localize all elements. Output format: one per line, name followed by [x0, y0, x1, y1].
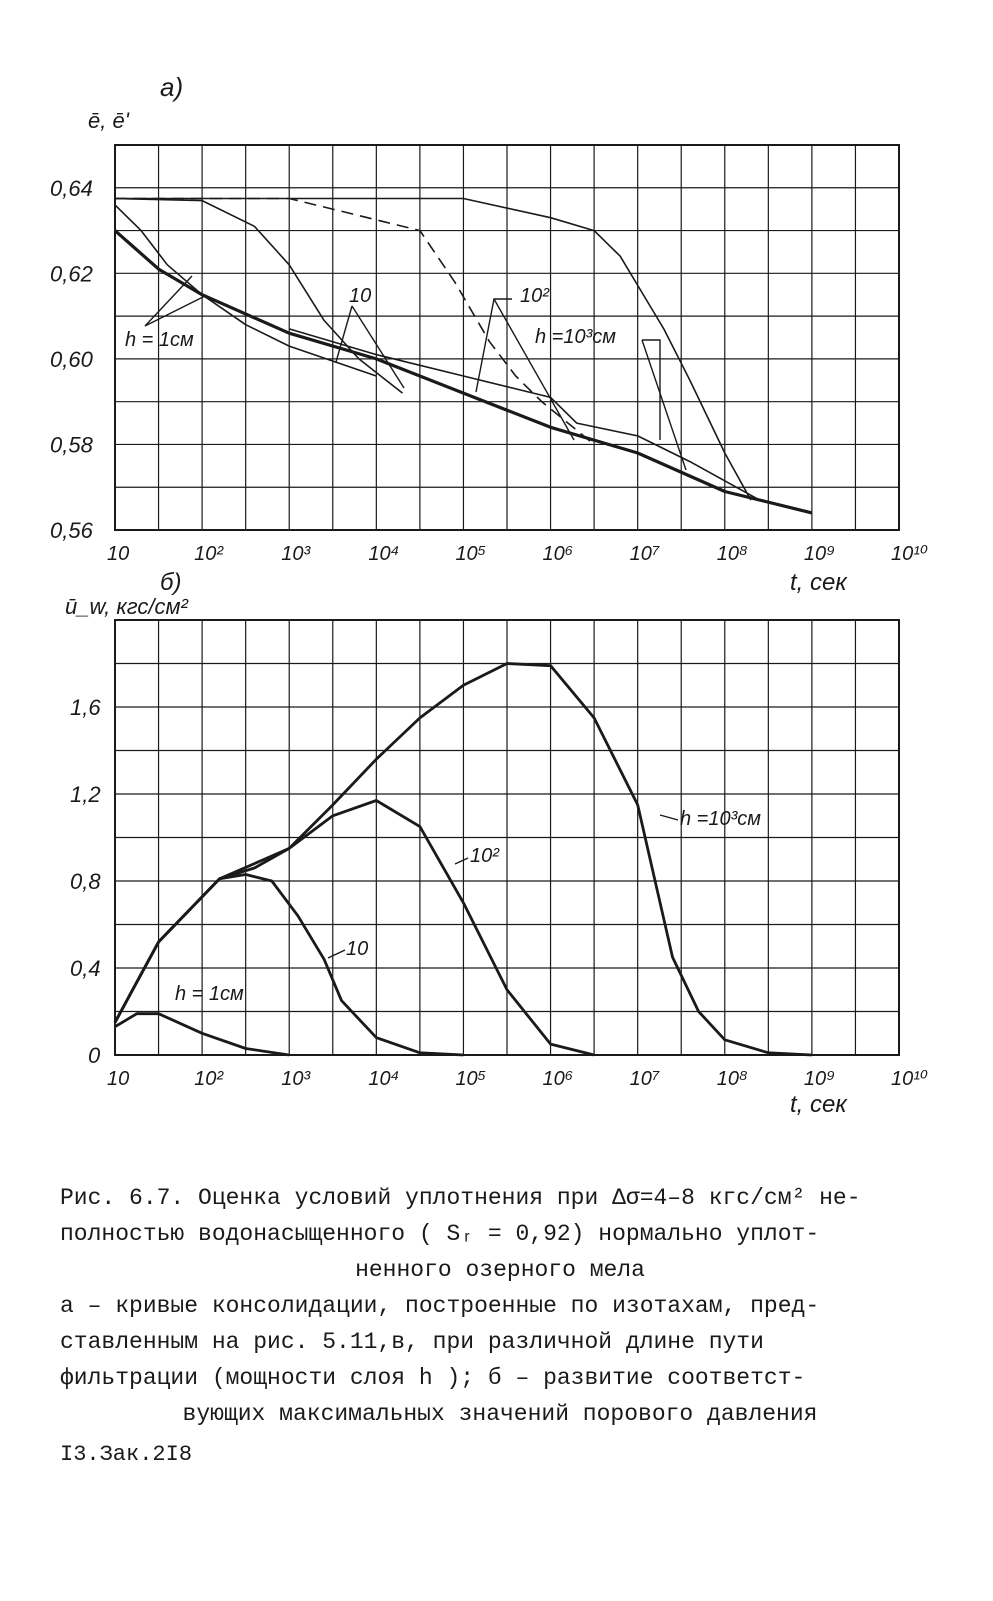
caption-line-7: вующих максимальных значений порового давления: [182, 1401, 818, 1427]
y-tick-label: 0,4: [70, 956, 101, 981]
annot-b-10: 10: [346, 938, 369, 960]
panel-b-ylabel: ū_w, кгс/см²: [65, 594, 188, 619]
x-tick-label: 10³: [281, 543, 311, 565]
panel-a-label: а): [160, 72, 184, 102]
x-tick-label: 10¹⁰: [891, 1068, 928, 1090]
annot-a-h1: h = 1см: [125, 329, 194, 351]
annot-b-100: 10²: [470, 845, 499, 867]
leader-a-10-1: [336, 306, 352, 362]
x-tick-label: 10⁸: [716, 543, 748, 565]
annot-a-h1000: h =10³см: [535, 326, 616, 348]
panel-b-label: б): [160, 569, 182, 596]
y-tick-label: 0,60: [50, 346, 93, 372]
leader-a-h1000-1: [642, 340, 660, 440]
x-tick-label: 10⁵: [455, 543, 487, 565]
x-tick-label: 10⁵: [455, 1068, 487, 1090]
annot-a-10: 10: [349, 285, 372, 307]
panel-a-ticks: [50, 176, 928, 565]
panel-a-grid: [115, 145, 899, 530]
x-tick-label: 10⁶: [542, 543, 574, 565]
caption-line-1: Рис. 6.7. Оценка условий уплотнения при Δσ=4–8 кгс/см² не-: [60, 1185, 861, 1211]
x-tick-label: 10³: [281, 1068, 311, 1090]
annot-b-h1: h = 1см: [175, 983, 244, 1005]
leader-b-100: [455, 858, 468, 864]
figure-caption: [60, 1180, 940, 1432]
y-tick-label: 1,6: [70, 695, 101, 720]
y-tick-label: 0,8: [70, 869, 101, 894]
page-footer: I3.Зак.2I8: [60, 1442, 193, 1467]
x-tick-label: 10²: [194, 1068, 224, 1090]
leader-b-h1000: [660, 815, 678, 820]
x-tick-label: 10⁹: [803, 543, 836, 565]
x-tick-label: 10⁷: [629, 1068, 660, 1090]
x-tick-label: 10: [107, 1068, 130, 1090]
x-tick-label: 10⁷: [629, 543, 660, 565]
x-tick-label: 10⁴: [368, 543, 400, 565]
x-tick-label: 10: [107, 543, 130, 565]
leader-a-h1-1: [145, 276, 192, 326]
y-tick-label: 1,2: [70, 782, 101, 807]
caption-line-2: полностью водонасыщенного ( Sᵣ = 0,92) нормально уплот-: [60, 1221, 820, 1247]
y-tick-label: 0,58: [50, 432, 93, 458]
x-tick-label: 10⁴: [368, 1068, 400, 1090]
leader-a-100-2: [494, 299, 574, 440]
annot-a-100: 10²: [520, 285, 549, 307]
y-tick-label: 0,56: [50, 518, 93, 543]
x-tick-label: 10¹⁰: [891, 543, 928, 565]
panel-b-xlabel: t, сек: [790, 1091, 847, 1118]
y-tick-label: 0: [88, 1043, 101, 1068]
panel-a-xlabel: t, сек: [790, 569, 847, 596]
annot-b-h1000: h =10³см: [680, 808, 761, 830]
leader-b-10: [328, 950, 345, 958]
series-line: [115, 801, 594, 1056]
panel-a-chart: [50, 72, 928, 596]
series-line: [115, 199, 594, 445]
x-tick-label: 10⁶: [542, 1068, 574, 1090]
series-line: [115, 199, 751, 501]
x-tick-label: 10⁹: [803, 1068, 836, 1090]
x-tick-label: 10²: [194, 543, 224, 565]
x-tick-label: 10⁸: [716, 1068, 748, 1090]
y-tick-label: 0,64: [50, 175, 93, 201]
leader-a-10-2: [352, 306, 404, 388]
leader-a-h1-2: [145, 296, 205, 326]
caption-line-5: ставленным на рис. 5.11,в, при различной длине пути: [60, 1329, 764, 1355]
caption-line-6: фильтрации (мощности слоя h ); б – развитие соответст-: [60, 1365, 806, 1391]
caption-line-3: ненного озерного мела: [355, 1257, 645, 1283]
panel-a-ylabel: ē, ē': [88, 108, 129, 133]
caption-line-4: а – кривые консолидации, построенные по изотахам, пред-: [60, 1293, 820, 1319]
y-tick-label: 0,62: [50, 261, 93, 287]
panel-b-chart: [65, 569, 928, 1118]
